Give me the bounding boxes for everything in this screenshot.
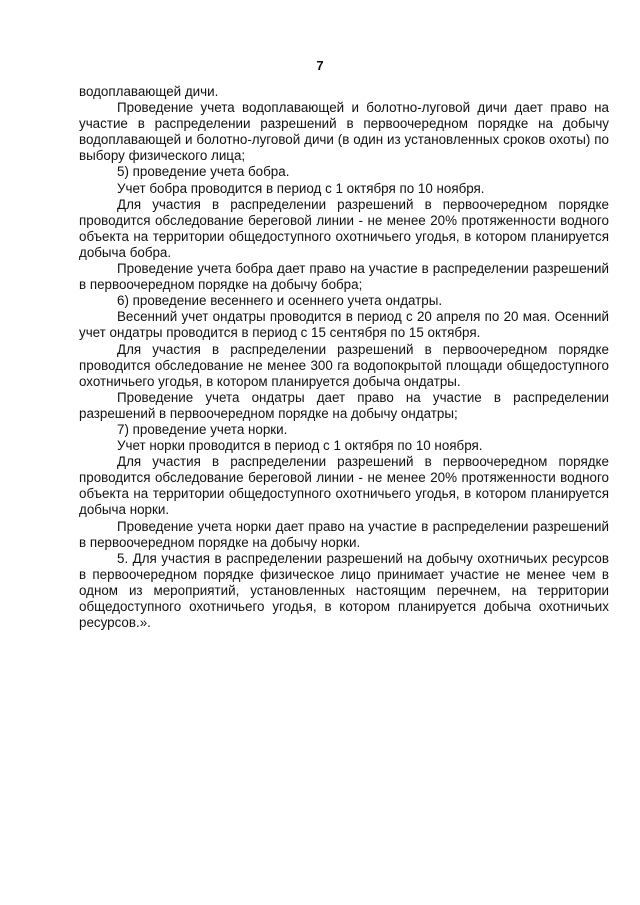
paragraph: Для участия в распределении разрешений в первоочередном порядке проводится обследование береговой линии - не менее 20% протяженности водного объекта на территории общедоступного охотничьего угодья, в котором планируется добыча бобра.	[79, 196, 609, 260]
paragraph: Учет норки проводится в период с 1 октября по 10 ноября.	[117, 438, 483, 454]
paragraph: 5) проведение учета бобра.	[117, 164, 290, 180]
paragraph: Проведение учета норки дает право на участие в распределении разрешений в первоочередном порядке на добычу норки.	[79, 518, 609, 550]
paragraph: Проведение учета бобра дает право на участие в распределении разрешений в первоочередном порядке на добычу бобра;	[79, 261, 609, 293]
paragraph: 7) проведение учета норки.	[117, 421, 288, 437]
page-number: 7	[316, 58, 324, 73]
paragraph: водоплавающей дичи.	[79, 84, 219, 99]
paragraph: Проведение учета ондатры дает право на участие в распределении разрешений в первоочередном порядке на добычу ондатры;	[79, 389, 609, 421]
document-body	[79, 84, 609, 631]
paragraph: Учет бобра проводится в период с 1 октября по 10 ноября.	[117, 180, 485, 196]
paragraph: 5. Для участия в распределении разрешений на добычу охотничьих ресурсов в первоочередном порядке физическое лицо принимает участие не менее чем в одном из мероприятий, установленных настоящим перечнем, на территории общедоступного охотничьего угодья, в котором планируется добыча охотничьих ресурсов.».	[79, 550, 609, 631]
paragraph: 6) проведение весеннего и осеннего учета ондатры.	[117, 293, 443, 309]
paragraph: Для участия в распределении разрешений в первоочередном порядке проводится обследование береговой линии - не менее 20% протяженности водного объекта на территории общедоступного охотничьего угодья, в котором планируется добыча норки.	[79, 454, 609, 518]
paragraph: Проведение учета водоплавающей и болотно-луговой дичи дает право на участие в распределении разрешений в первоочередном порядке на добычу водоплавающей и болотно-луговой дичи (в один из установленных сроков охоты) по выбору физического лица;	[79, 100, 609, 164]
paragraph: Для участия в распределении разрешений в первоочередном порядке проводится обследование не менее 300 га водопокрытой площади общедоступного охотничьего угодья, в котором планируется добыча ондатры.	[79, 341, 609, 389]
paragraph: Весенний учет ондатры проводится в период с 20 апреля по 20 мая. Осенний учет ондатры проводится в период с 15 сентября по 15 октября.	[79, 309, 609, 341]
